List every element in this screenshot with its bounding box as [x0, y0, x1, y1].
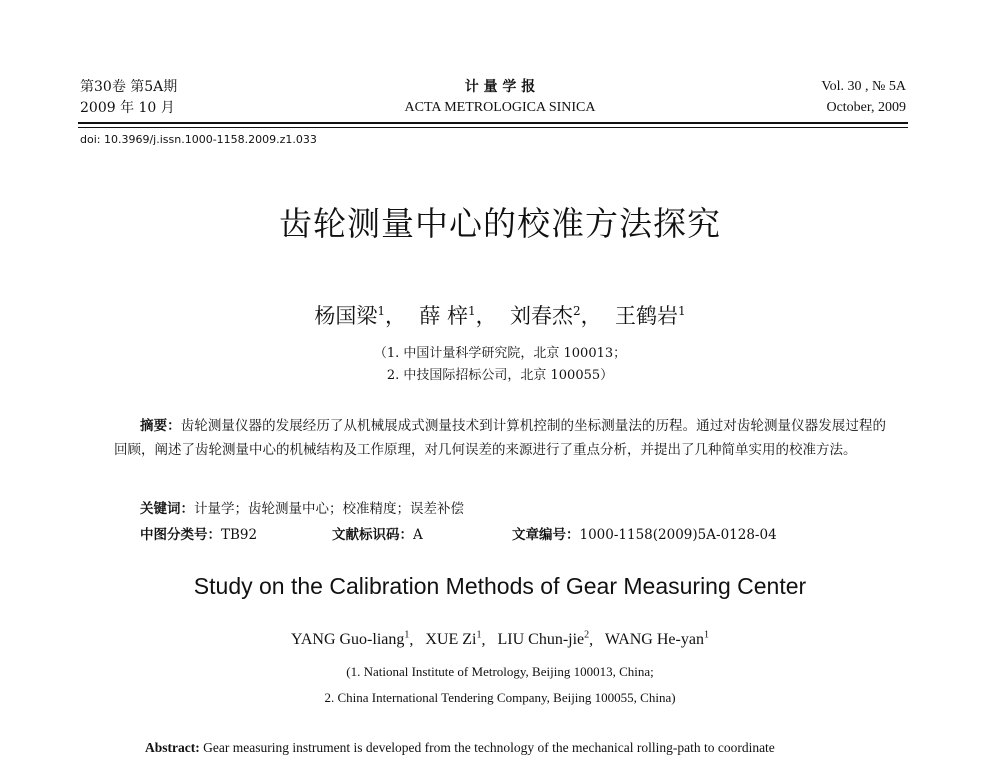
- journal-name-en: ACTA METROLOGICA SINICA: [404, 100, 596, 115]
- volume-issue-en: Vol. 30 , № 5A: [821, 79, 906, 94]
- affiliation-cn-1: （1. 中国计量科学研究院，北京 100013；: [373, 346, 627, 361]
- header-rule-bottom: [78, 127, 908, 128]
- abstract-cn: [114, 414, 886, 462]
- title-cn: 齿轮测量中心的校准方法探究: [279, 204, 721, 243]
- authors-en: YANG Guo-liang$^1$, XUE Zi$^1$, LIU Chun-jie$^2$, WANG He-yan$^1$: [291, 630, 709, 649]
- author-en: WANG He-yan$^1$: [604, 630, 709, 649]
- title-en: Study on the Calibration Methods of Gear Measuring Center: [193, 573, 807, 599]
- date-en: October, 2009: [826, 100, 906, 115]
- keywords-cn: [140, 497, 464, 517]
- clc-number: 中图分类号：TB92: [140, 527, 258, 543]
- document-code: 文献标识码：A: [332, 527, 423, 543]
- header-rule-top: [78, 122, 908, 124]
- article-number: 文章编号：1000-1158(2009)5A-0128-04: [512, 527, 777, 543]
- authors-cn: 杨国梁$^1$， 薛 梓$^1$， 刘春杰$^2$， 王鹤岩$^1$: [314, 304, 686, 328]
- author-cn: 杨国梁$^1$: [314, 304, 385, 328]
- keywords-cn-label: 关键词：: [140, 501, 194, 517]
- abstract-cn-label: 摘要：: [140, 418, 181, 434]
- author-cn: 刘春杰$^2$: [510, 304, 581, 328]
- affiliation-en-1: (1. National Institute of Metrology, Beijing 100013, China;: [346, 664, 654, 679]
- author-en: XUE Zi$^1$: [425, 630, 482, 649]
- keywords-cn-text: 计量学；齿轮测量中心；校准精度；误差补偿: [194, 501, 464, 517]
- affiliation-en-2: 2. China International Tendering Company, Beijing 100055, China): [324, 690, 676, 705]
- abstract-en-label: Abstract:: [145, 740, 200, 755]
- author-cn: 王鹤岩$^1$: [615, 304, 686, 328]
- abstract-en-text: Gear measuring instrument is developed from the technology of the mechanical rolling-path to coordinate: [203, 740, 775, 755]
- author-cn: 薛 梓$^1$: [419, 304, 476, 328]
- author-en: YANG Guo-liang$^1$: [291, 630, 410, 649]
- volume-issue-cn: 第30卷 第5A期: [80, 79, 178, 95]
- abstract-cn-text: 齿轮测量仪器的发展经历了从机械展成式测量技术到计算机控制的坐标测量法的历程。通过对齿轮测量仪器发展过程的回顾，阐述了齿轮测量中心的机械结构及工作原理，对几何误差的来源进行了重点分析，并提出了几种简单实用的校准方法。: [114, 418, 887, 458]
- affiliation-cn-2: 2. 中技国际招标公司，北京 100055）: [386, 368, 614, 383]
- journal-name-cn: 计 量 学 报: [464, 79, 536, 95]
- abstract-en: [145, 740, 775, 756]
- author-en: LIU Chun-jie$^2$: [497, 630, 590, 649]
- doi[interactable]: doi: 10.3969/j.issn.1000-1158.2009.z1.033: [80, 133, 317, 146]
- date-cn: 2009 年 10 月: [80, 100, 175, 116]
